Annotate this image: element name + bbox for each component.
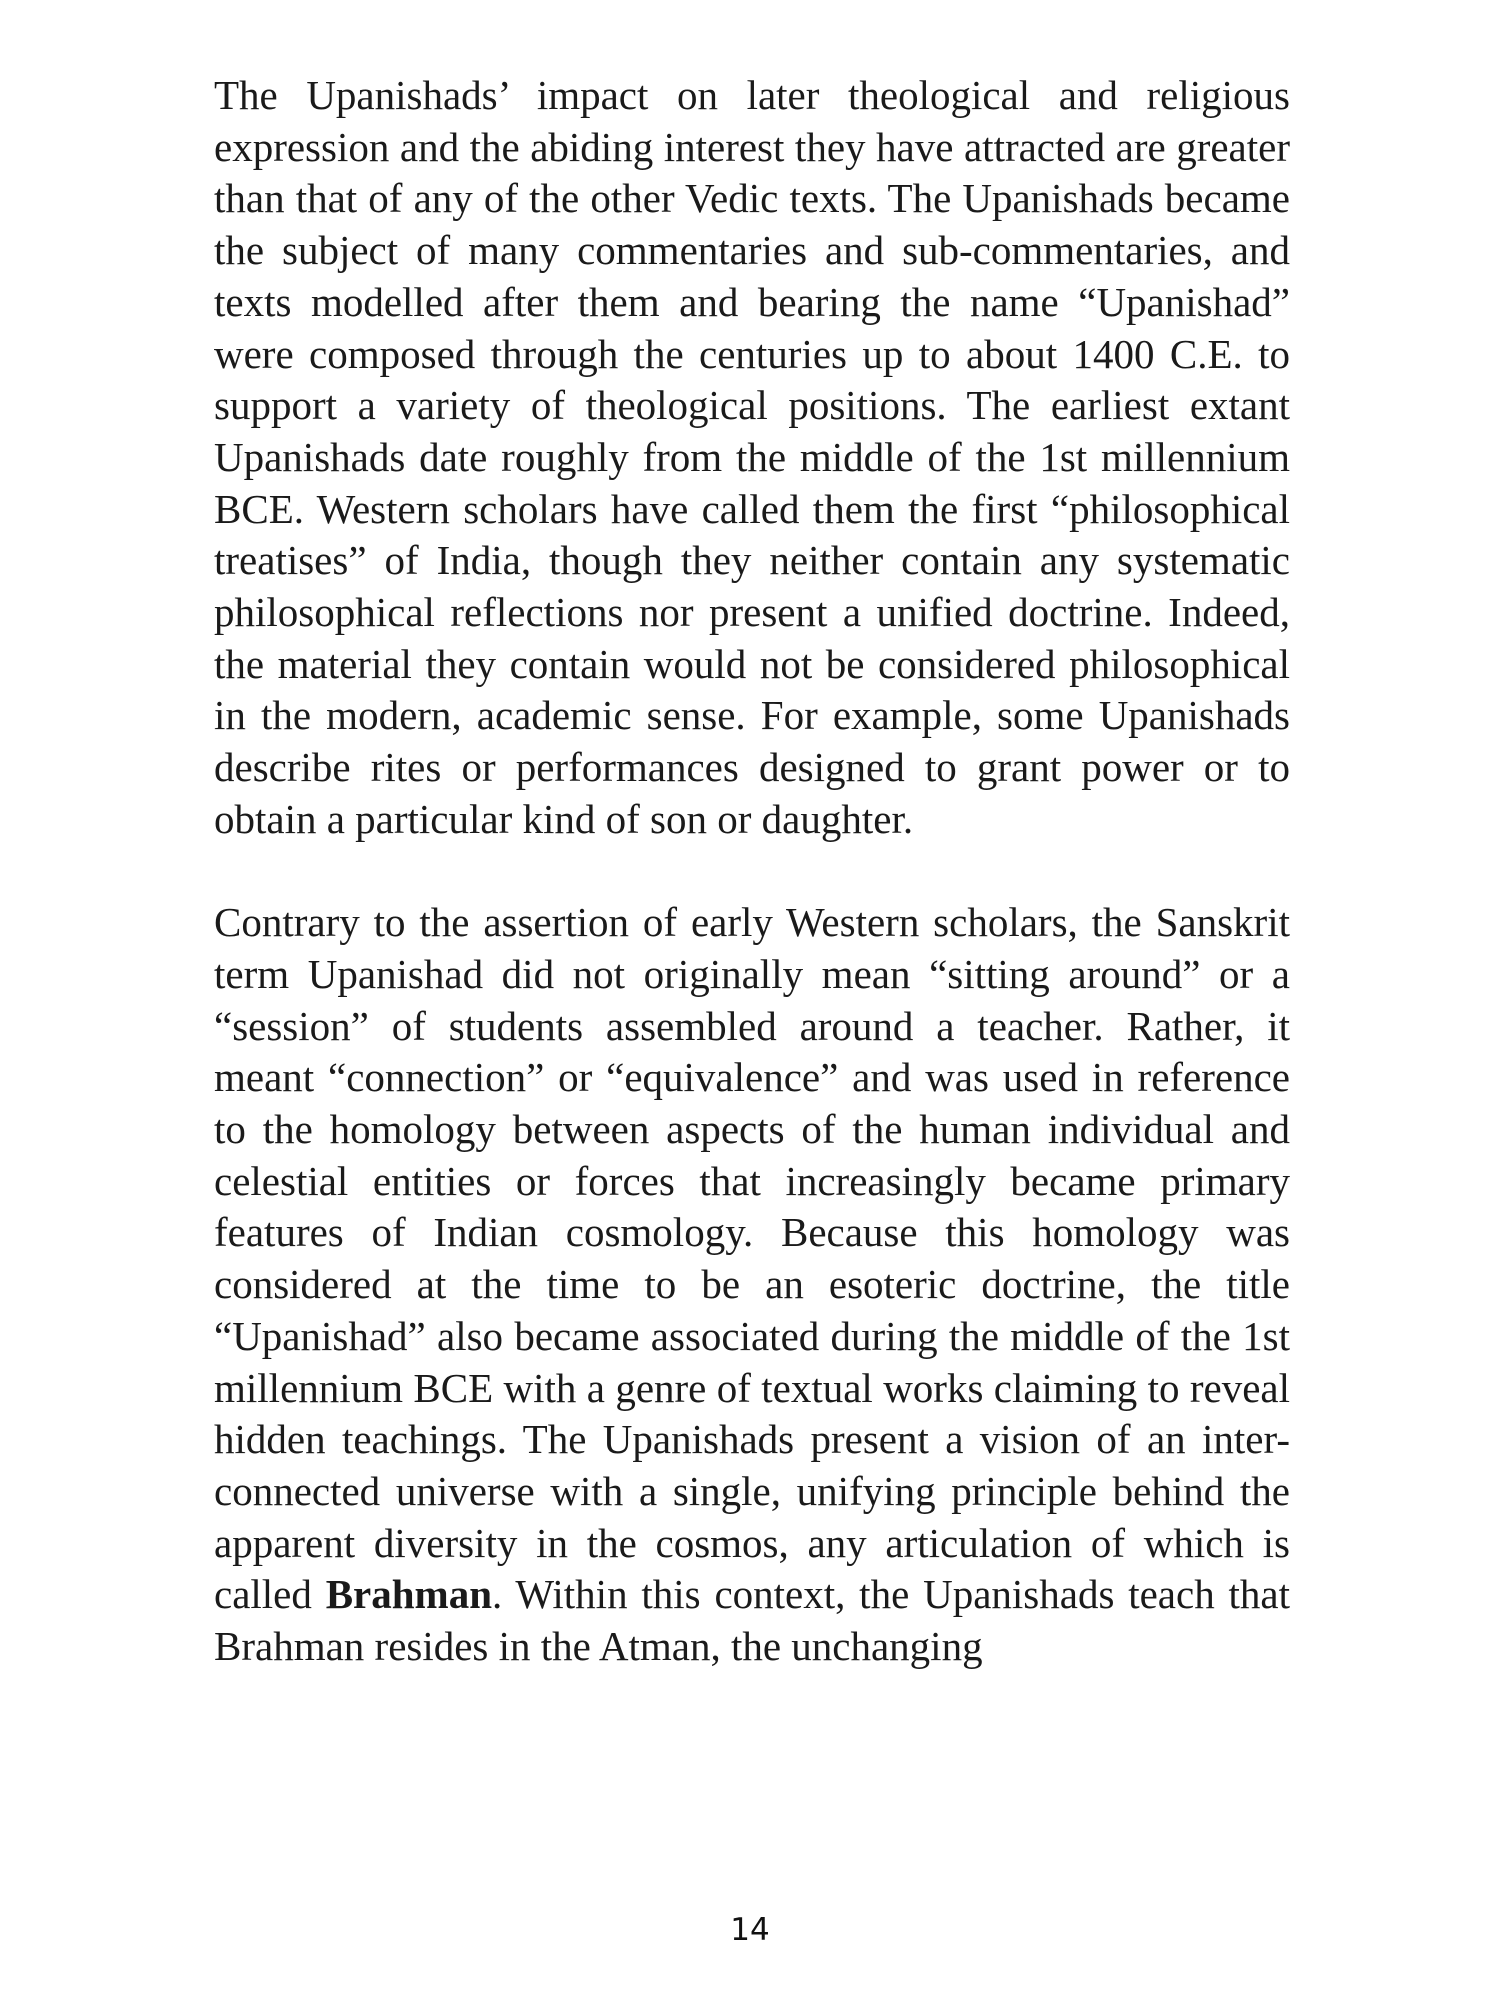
paragraph-text-before-bold: Contrary to the assertion of early Western scholars, the Sanskrit term Upanishad did not originally mean “sitting around” or a “session” of students assembled around a teacher. Rather, it meant “connection” or “equivalence” and was used in reference to the homology between aspects of the human individual and celestial entities or forces that increasingly became primary features of Indian cosmology. Because this homology was considered at the time to be an esoteric doctrine, the title “Upanishad” also became associated during the middle of the 1st millennium BCE with a genre of textual works claiming to reveal hidden teachings. The Upanishads present a vision of an inter-connected universe with a single, unifying principle behind the apparent diversity in the cosmos, any articulation of which is called xyxy=(214,899,1290,1618)
paragraph-text-after-bold: . Within this context, the Upanishads teach that Brahman resides in the Atman, the unchanging xyxy=(214,1571,1290,1670)
bold-term-brahman: Brahman xyxy=(325,1571,493,1618)
paragraph-upanishad-meaning xyxy=(214,897,1290,1673)
paragraph-upanishads-impact: The Upanishads’ impact on later theological and religious expression and the abiding interest they have attracted are greater than that of any of the other Vedic texts. The Upanishads became the subject of many commentaries and sub-commentaries, and texts modelled after them and bearing the name “Upanishad” were composed through the centuries up to about 1400 C.E. to support a variety of theological positions. The earliest extant Upanishads date roughly from the middle of the 1st millennium BCE. Western scholars have called them the first “philosophical treatises” of India, though they neither contain any systematic philosophical reflections nor present a unified doctrine. Indeed, the material they contain would not be considered philosophical in the modern, academic sense. For example, some Upanishads describe rites or performances designed to grant power or to obtain a particular kind of son or daughter. xyxy=(214,72,1290,842)
page-number: 14 xyxy=(730,1912,770,1948)
body-text xyxy=(214,70,1290,1673)
